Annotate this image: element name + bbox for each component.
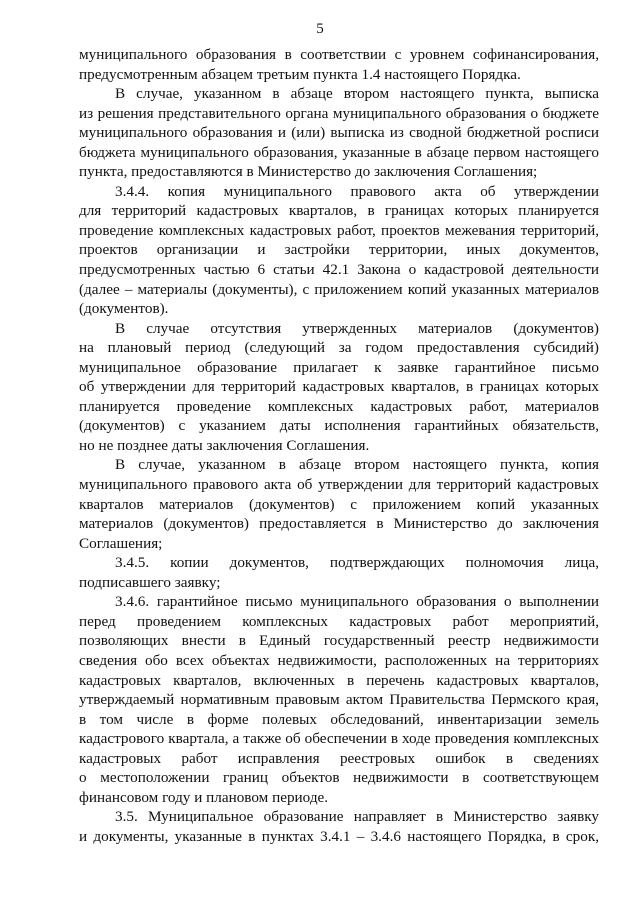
text-line: 3.4.4. копия муниципального правового акта об утверждении <box>115 182 599 200</box>
text-line: (документов). <box>79 300 169 318</box>
text-line: (далее – материалы (документы), с приложением копий указанных материалов <box>79 280 599 298</box>
text-line: утверждаемый нормативным правовым актом Правительства Пермского края, <box>79 691 599 709</box>
text-line: на плановый период (следующий за годом предоставления субсидий) <box>79 339 599 357</box>
text-line: для территорий кадастровых кварталов, в границах которых планируется <box>79 202 599 220</box>
text-line: муниципального правового акта об утверждении для территорий кадастровых <box>79 476 599 494</box>
text-line: В случае, указанном в абзаце втором настоящего пункта, выписка <box>115 85 599 103</box>
text-line: муниципального образования и (или) выписка из сводной бюджетной росписи <box>79 124 599 142</box>
text-line: проведение комплексных кадастровых работ, проектов межевания территорий, <box>79 221 599 239</box>
text-line: В случае отсутствия утвержденных материалов (документов) <box>115 319 599 337</box>
text-line: сведения обо всех объектах недвижимости, расположенных на территориях <box>79 651 599 669</box>
text-line: кадастрового квартала, а также об обеспечении в ходе проведения комплексных <box>79 730 599 748</box>
text-line: предусмотренных частью 6 статьи 42.1 Закона о кадастровой деятельности <box>79 261 599 279</box>
text-line: бюджета муниципального образования, указанные в абзаце первом настоящего <box>79 143 599 161</box>
text-line: кварталов материалов (документов) с приложением копий указанных <box>79 495 599 513</box>
text-line: Соглашения; <box>79 534 163 552</box>
text-line: проектов организации и застройки территории, иных документов, <box>79 241 599 259</box>
text-line: материалов (документов) предоставляется в Министерство до заключения <box>79 515 599 533</box>
text-line: 3.4.5. копии документов, подтверждающих полномочия лица, <box>115 554 599 572</box>
text-line: из решения представительного органа муниципального образования о бюджете <box>79 104 599 122</box>
text-line: пункта, предоставляются в Министерство до заключения Соглашения; <box>79 163 538 181</box>
text-line: об утверждении для территорий кадастровых кварталов, в границах которых <box>79 378 599 396</box>
text-line: в том числе в форме полевых обследований, инвентаризации земель <box>79 710 599 728</box>
text-line: (документов) с указанием даты исполнения гарантийных обязательств, <box>79 417 599 435</box>
text-line: 3.4.6. гарантийное письмо муниципального образования о выполнении <box>115 593 599 611</box>
text-line: кадастровых кварталов, включенных в перечень кадастровых кварталов, <box>79 671 599 689</box>
page-number: 5 <box>316 21 324 37</box>
document-body <box>79 45 599 846</box>
text-line: В случае, указанном в абзаце втором настоящего пункта, копия <box>115 456 599 474</box>
text-line: предусмотренным абзацем третьим пункта 1.4 настоящего Порядка. <box>79 65 521 83</box>
text-line: перед проведением комплексных кадастровых работ мероприятий, <box>79 612 599 630</box>
text-line: подписавшего заявку; <box>79 573 221 591</box>
text-line: планируется проведение комплексных кадастровых работ, материалов <box>79 397 599 415</box>
text-line: кадастровых работ исправления реестровых ошибок в сведениях <box>79 749 599 767</box>
text-line: муниципального образования в соответствии с уровнем софинансирования, <box>79 46 599 63</box>
text-line: 3.5. Муниципальное образование направляет в Министерство заявку <box>115 808 599 826</box>
text-line: финансовом году и плановом периоде. <box>79 788 329 806</box>
text-line: позволяющих внести в Единый государственный реестр недвижимости <box>79 632 599 650</box>
text-line: о местоположении границ объектов недвижимости в соответствующем <box>79 769 599 787</box>
text-line: и документы, указанные в пунктах 3.4.1 – 3.4.6 настоящего Порядка, в срок, <box>79 827 599 845</box>
text-line: муниципальное образование прилагает к заявке гарантийное письмо <box>79 358 599 376</box>
text-line: но не позднее даты заключения Соглашения. <box>79 436 370 454</box>
